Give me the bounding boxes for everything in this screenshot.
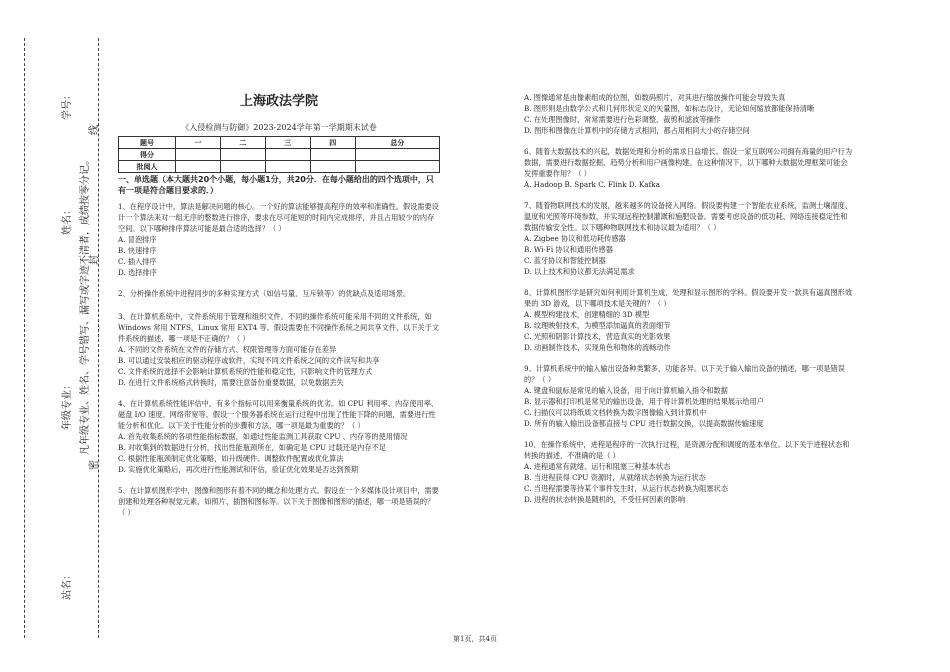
question [524,146,854,190]
question [524,287,854,353]
right-column [524,92,854,505]
option[interactable]: A. Zigbee 协议和低功耗传感器 [524,234,626,243]
question [118,398,440,475]
option[interactable]: B. 当进程获得 CPU 资源时，从就绪状态转换为运行状态 [524,473,706,482]
section-title: 一、单选题（本大题共20个小题，每小题1分，共20分．在每小题给出的四个选项中，只有一项是符合题目要求的．） [118,175,434,195]
reviewer-input[interactable] [220,161,265,173]
binding-margin [0,0,110,672]
option[interactable]: A. 键盘和鼠标是常见的输入设备，用于向计算机输入指令和数据 [524,386,728,395]
site-label: 站名： [62,570,73,600]
reviewer-input[interactable] [265,161,310,173]
question-stem: 3、在计算机系统中，文件系统用于管理和组织文件。不同的操作系统可能采用不同的文件系统，如 Windows 常用 NTFS，Linux 常用 EXT4 等。假设需要在不同操作系统之间共享文件，以下关于文件系统的描述，哪一项是不正确的？（ ） [118,312,440,343]
score-row-label: 得分 [119,149,176,161]
score-cell: 一 [176,137,221,149]
option[interactable]: C. 扫描仪可以将纸质文档转换为数字图像输入到计算机中 [524,408,707,417]
option[interactable]: B. 对收集到的数据进行分析，找出性能瓶颈所在，如确定是 CPU 过载还是内存不足 [118,443,386,452]
option[interactable]: D. 进程的状态转换是随机的，不受任何因素的影响 [524,495,686,504]
binding-mi: 密 [89,460,100,470]
question-stem: 4、在计算机系统性能评估中，有多个指标可以用来衡量系统的优劣。如 CPU 利用率、内存使用率、磁盘 I/O 速度、网络带宽等。假设一个服务器系统在运行过程中出现了性能下降的问题，需要进行性能分析和优化。以下关于性能分析的步骤和方法，哪一项是最为重要的？（ ） [118,399,439,430]
option[interactable]: C. 插入排序 [118,257,157,266]
score-cell: 题号 [119,137,176,149]
option[interactable]: D. 动画制作技术，实现角色和物体的流畅动作 [524,343,671,352]
score-cell: 四 [310,137,355,149]
option[interactable]: B. 可以通过安装相应的驱动程序或软件，实现不同文件系统之间的文件读写和共享 [118,356,380,365]
question [118,288,440,299]
question-stem: 10、在操作系统中，进程是程序的一次执行过程，是资源分配和调度的基本单位。以下关于进程状态和转换的描述，不准确的是（ ） [524,440,850,460]
question [118,485,440,518]
score-cell: 三 [265,137,310,149]
reviewer-input[interactable] [355,161,439,173]
score-input[interactable] [220,149,265,161]
score-cell: 二 [220,137,265,149]
option[interactable]: C. 文件系统的选择不会影响计算机系统的性能和稳定性，只影响文件的管理方式 [118,367,373,376]
option[interactable]: B. Wi-Fi 协议和通用传感器 [524,245,613,254]
grade-label: 年级专业： [62,380,73,430]
binding-notice: 凡年级专业、姓名、学号错写、漏写或字迹不清者，成绩按零分记。 [80,155,91,455]
question-stem: 1、在程序设计中，算法是解决问题的核心。一个好的算法能够提高程序的效率和准确性。假设需要设计一个算法来对一组无序的整数进行排序，要求在尽可能短的时间内完成排序，并且占用较少的内存空间。以下哪种排序算法可能是最合适的选择？（ ） [118,202,439,233]
option[interactable]: B. 图形则是由数学公式和几何形状定义的矢量图，如标志设计，无论如何缩放都能保持清晰 [524,104,815,113]
question-stem: 2、分析操作系统中进程同步的多种实现方式（如信号量、互斥锁等）的优缺点及适用场景。 [118,289,411,298]
option[interactable]: D. 实施优化策略后，再次进行性能测试和评估，验证优化效果是否达到预期 [118,465,359,474]
reviewer-input[interactable] [310,161,355,173]
option[interactable]: A. 模型构建技术，创建精细的 3D 模型 [524,310,650,319]
option[interactable]: C. 根据性能瓶颈制定优化策略，如升级硬件、调整软件配置或优化算法 [118,454,344,463]
score-input[interactable] [355,149,439,161]
question [524,363,854,429]
option[interactable]: D. 图形和图像在计算机中的存储方式相同，都占用相同大小的存储空间 [524,126,750,135]
question [118,201,440,278]
option[interactable]: A. 进程通常有就绪、运行和阻塞三种基本状态 [524,462,671,471]
exam-title: 《入侵检测与防御》2023-2024学年第一学期期末试卷 [181,123,377,132]
option[interactable]: A. 首先收集系统的各项性能指标数据，如通过性能监测工具获取 CPU 、内存等的使用情况 [118,432,408,441]
name-label: 姓名： [62,205,73,235]
score-table [118,136,440,173]
score-cell: 总分 [355,137,439,149]
question-stem: 6、随着大数据技术的兴起，数据处理和分析的需求日益增长。假设一家互联网公司拥有海量的用户行为数据，需要进行数据挖掘、趋势分析和用户画像构建。在这种情况下，以下哪种大数据处理框架可能会发挥重要作用？（ ） [524,147,853,178]
question-stem: 7、随着物联网技术的发展，越来越多的设备接入网络。假设要构建一个智能农业系统，监测土壤湿度、温度和光照等环境参数，并实现远程控制灌溉和施肥设备。需要考虑设备的低功耗、网络连接稳定性和数据传输安全性。以下哪种物联网技术和协议最为适用？（ ） [524,201,853,232]
option[interactable]: A. Hadoop B. Spark C. Flink D. Kafka [524,180,660,189]
option[interactable]: C. 蓝牙协议和智能控制器 [524,256,606,265]
option[interactable]: B. 纹理映射技术，为模型添加逼真的表面细节 [524,321,671,330]
question [118,311,440,388]
score-input[interactable] [176,149,221,161]
option[interactable]: D. 以上技术和协议都无法满足需求 [524,267,635,276]
option[interactable]: A. 不同的文件系统在文件的存储方式、权限管理等方面可能存在差异 [118,345,337,354]
reviewer-row-label: 批阅人 [119,161,176,173]
question [524,200,854,277]
question-stem: 5、在计算机图形学中，图像和图形有着不同的概念和处理方式。假设在一个多媒体设计项目中，需要创建和处理各种视觉元素，如照片、插图和图标等。以下关于图像和图形的描述，哪一项是错误的？（ ） [118,486,439,517]
option[interactable]: C. 在处理图像时，常常需要进行色彩调整、裁剪和滤波等操作 [524,115,721,124]
student-id-label: 学号： [62,90,73,120]
school-name: 上海政法学院 [239,94,318,109]
binding-feng: 封 [89,255,100,265]
question-stem: 9、计算机系统中的输入输出设备种类繁多，功能各异。以下关于输入输出设备的描述，哪一项是错误的？（ ） [524,364,845,384]
page-footer: 第1页，共4页 [453,635,497,643]
question-stem: 8、计算机图形学是研究如何利用计算机生成、处理和显示图形的学科。假设要开发一款具有逼真图形效果的 3D 游戏，以下哪项技术是关键的？（ ） [524,288,853,308]
option[interactable]: D. 在进行文件系统格式转换时，需要注意备份重要数据，以免数据丢失 [118,378,344,387]
option[interactable]: B. 显示器和打印机是常见的输出设备，用于将计算机处理的结果展示给用户 [524,397,764,406]
option[interactable]: C. 光照和阴影计算技术，营造真实的光影效果 [524,332,671,341]
question-continued [524,92,854,136]
left-column [118,94,440,518]
binding-line-outer [24,38,25,638]
option[interactable]: B. 快速排序 [118,246,157,255]
option[interactable]: D. 选择排序 [118,268,157,277]
option[interactable]: D. 所有的输入输出设备都直接与 CPU 进行数据交换，以提高数据传输速度 [524,419,764,428]
score-input[interactable] [310,149,355,161]
binding-xian: 线 [89,125,100,135]
reviewer-input[interactable] [176,161,221,173]
option[interactable]: A. 图像通常是由像素组成的位图，如数码照片，对其进行缩放操作可能会导致失真 [524,93,786,102]
option[interactable]: A. 冒泡排序 [118,235,157,244]
option[interactable]: C. 当进程需要等待某个事件发生时，从运行状态转换为阻塞状态 [524,484,728,493]
score-input[interactable] [265,149,310,161]
question [524,439,854,505]
